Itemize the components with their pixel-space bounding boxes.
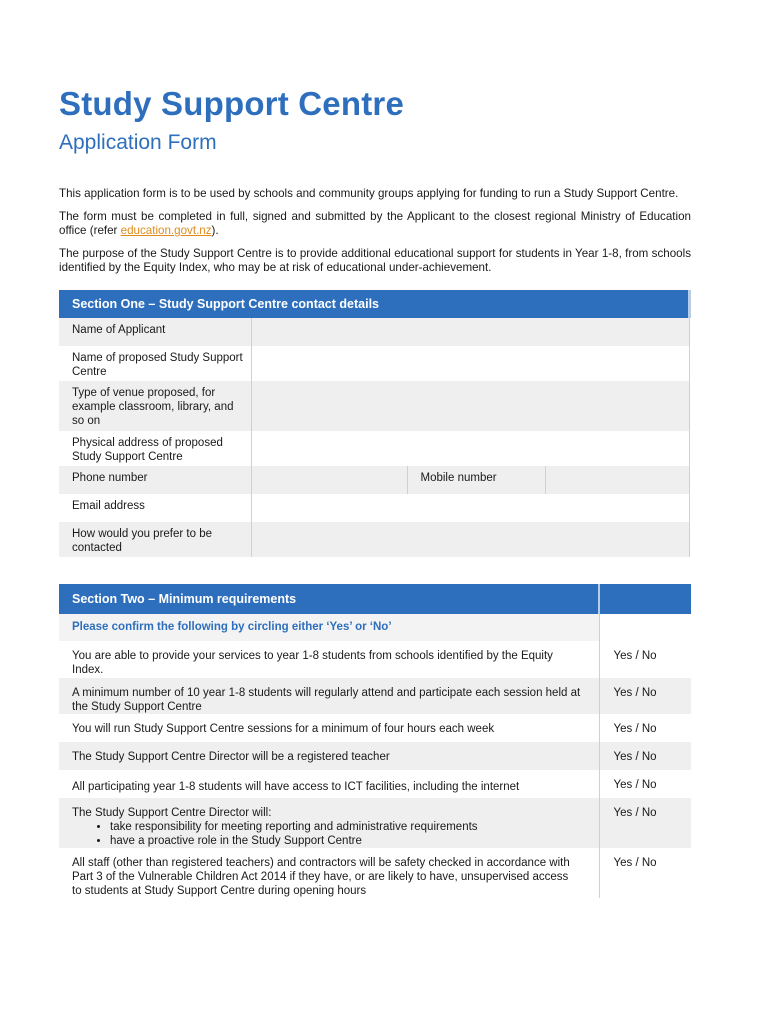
label-mobile-number: Mobile number [407, 466, 545, 494]
requirement-6-intro: The Study Support Centre Director will: [72, 806, 272, 819]
section-one-heading: Section One – Study Support Centre contact details [59, 290, 689, 318]
label-phone-number: Phone number [59, 466, 251, 494]
requirement-5: All participating year 1-8 students will have access to ICT facilities, including the internet [59, 770, 599, 798]
requirement-1: You are able to provide your services to year 1-8 students from schools identified by the Equity Index. [59, 641, 599, 678]
requirement-4: The Study Support Centre Director will be a registered teacher [59, 742, 599, 770]
input-email-address[interactable] [251, 494, 689, 522]
input-phone-number[interactable] [251, 466, 407, 494]
input-name-of-applicant[interactable] [251, 318, 689, 346]
answer-7[interactable]: Yes / No [599, 848, 691, 898]
answer-6[interactable]: Yes / No [599, 798, 691, 848]
requirement-7: All staff (other than registered teachers) and contractors will be safety checked in accordance with Part 3 of the Vulnerable Children Act 2014 if they have, or are likely to have, unsupervised access to students at Study Support Centre during opening hours [59, 848, 599, 898]
requirement-6 [59, 798, 599, 848]
label-name-of-applicant: Name of Applicant [59, 318, 251, 346]
instruction-answer-cell [599, 614, 691, 641]
section-one-table [59, 290, 691, 557]
page-title: Study Support Centre [59, 85, 405, 122]
input-physical-address[interactable] [251, 431, 689, 466]
intro-paragraph-3: The purpose of the Study Support Centre is to provide additional educational support for students in Year 1-8, from schools identified by the Equity Index, who may be at risk of educational under-achievement. [59, 246, 691, 274]
label-venue-type: Type of venue proposed, for example classroom, library, and so on [59, 381, 251, 431]
form-page [59, 84, 691, 898]
label-contact-preference: How would you prefer to be contacted [59, 522, 251, 557]
label-physical-address: Physical address of proposed Study Support Centre [59, 431, 251, 466]
intro-paragraph-1: This application form is to be used by schools and community groups applying for funding to run a Study Support Centre. [59, 187, 679, 200]
intro-p2-end: ). [211, 224, 219, 237]
label-email-address: Email address [59, 494, 251, 522]
answer-3[interactable]: Yes / No [599, 714, 691, 742]
intro-p2-text: The form must be completed in full, signed and submitted by the Applicant to the closest regional Ministry of Education office (refer [59, 209, 691, 237]
education-link[interactable]: education.govt.nz [120, 224, 212, 237]
input-name-of-centre[interactable] [251, 346, 689, 381]
intro-paragraph-2 [59, 210, 691, 239]
input-venue-type[interactable] [251, 381, 689, 431]
answer-1[interactable]: Yes / No [599, 641, 691, 678]
section-two-heading: Section Two – Minimum requirements [59, 584, 599, 614]
input-mobile-number[interactable] [545, 466, 689, 494]
intro-text [59, 187, 691, 276]
requirement-6-bullet: • take responsibility for meeting reporting and administrative requirements [110, 820, 581, 834]
section-two-heading-answer-col [599, 584, 691, 614]
section-two-table [59, 584, 691, 898]
requirement-2: A minimum number of 10 year 1-8 students will regularly attend and participate each session held at the Study Support Centre [59, 678, 599, 714]
answer-5[interactable]: Yes / No [599, 770, 691, 798]
requirement-3: You will run Study Support Centre sessions for a minimum of four hours each week [59, 714, 599, 742]
label-name-of-centre: Name of proposed Study Support Centre [59, 346, 251, 381]
answer-2[interactable]: Yes / No [599, 678, 691, 714]
page-subtitle: Application Form [59, 131, 217, 154]
requirement-6-bullet: • have a proactive role in the Study Support Centre [110, 834, 581, 848]
input-contact-preference[interactable] [251, 522, 689, 557]
requirement-6-list [72, 820, 581, 848]
section-two-instruction: Please confirm the following by circling either ‘Yes’ or ‘No’ [59, 614, 599, 641]
answer-4[interactable]: Yes / No [599, 742, 691, 770]
